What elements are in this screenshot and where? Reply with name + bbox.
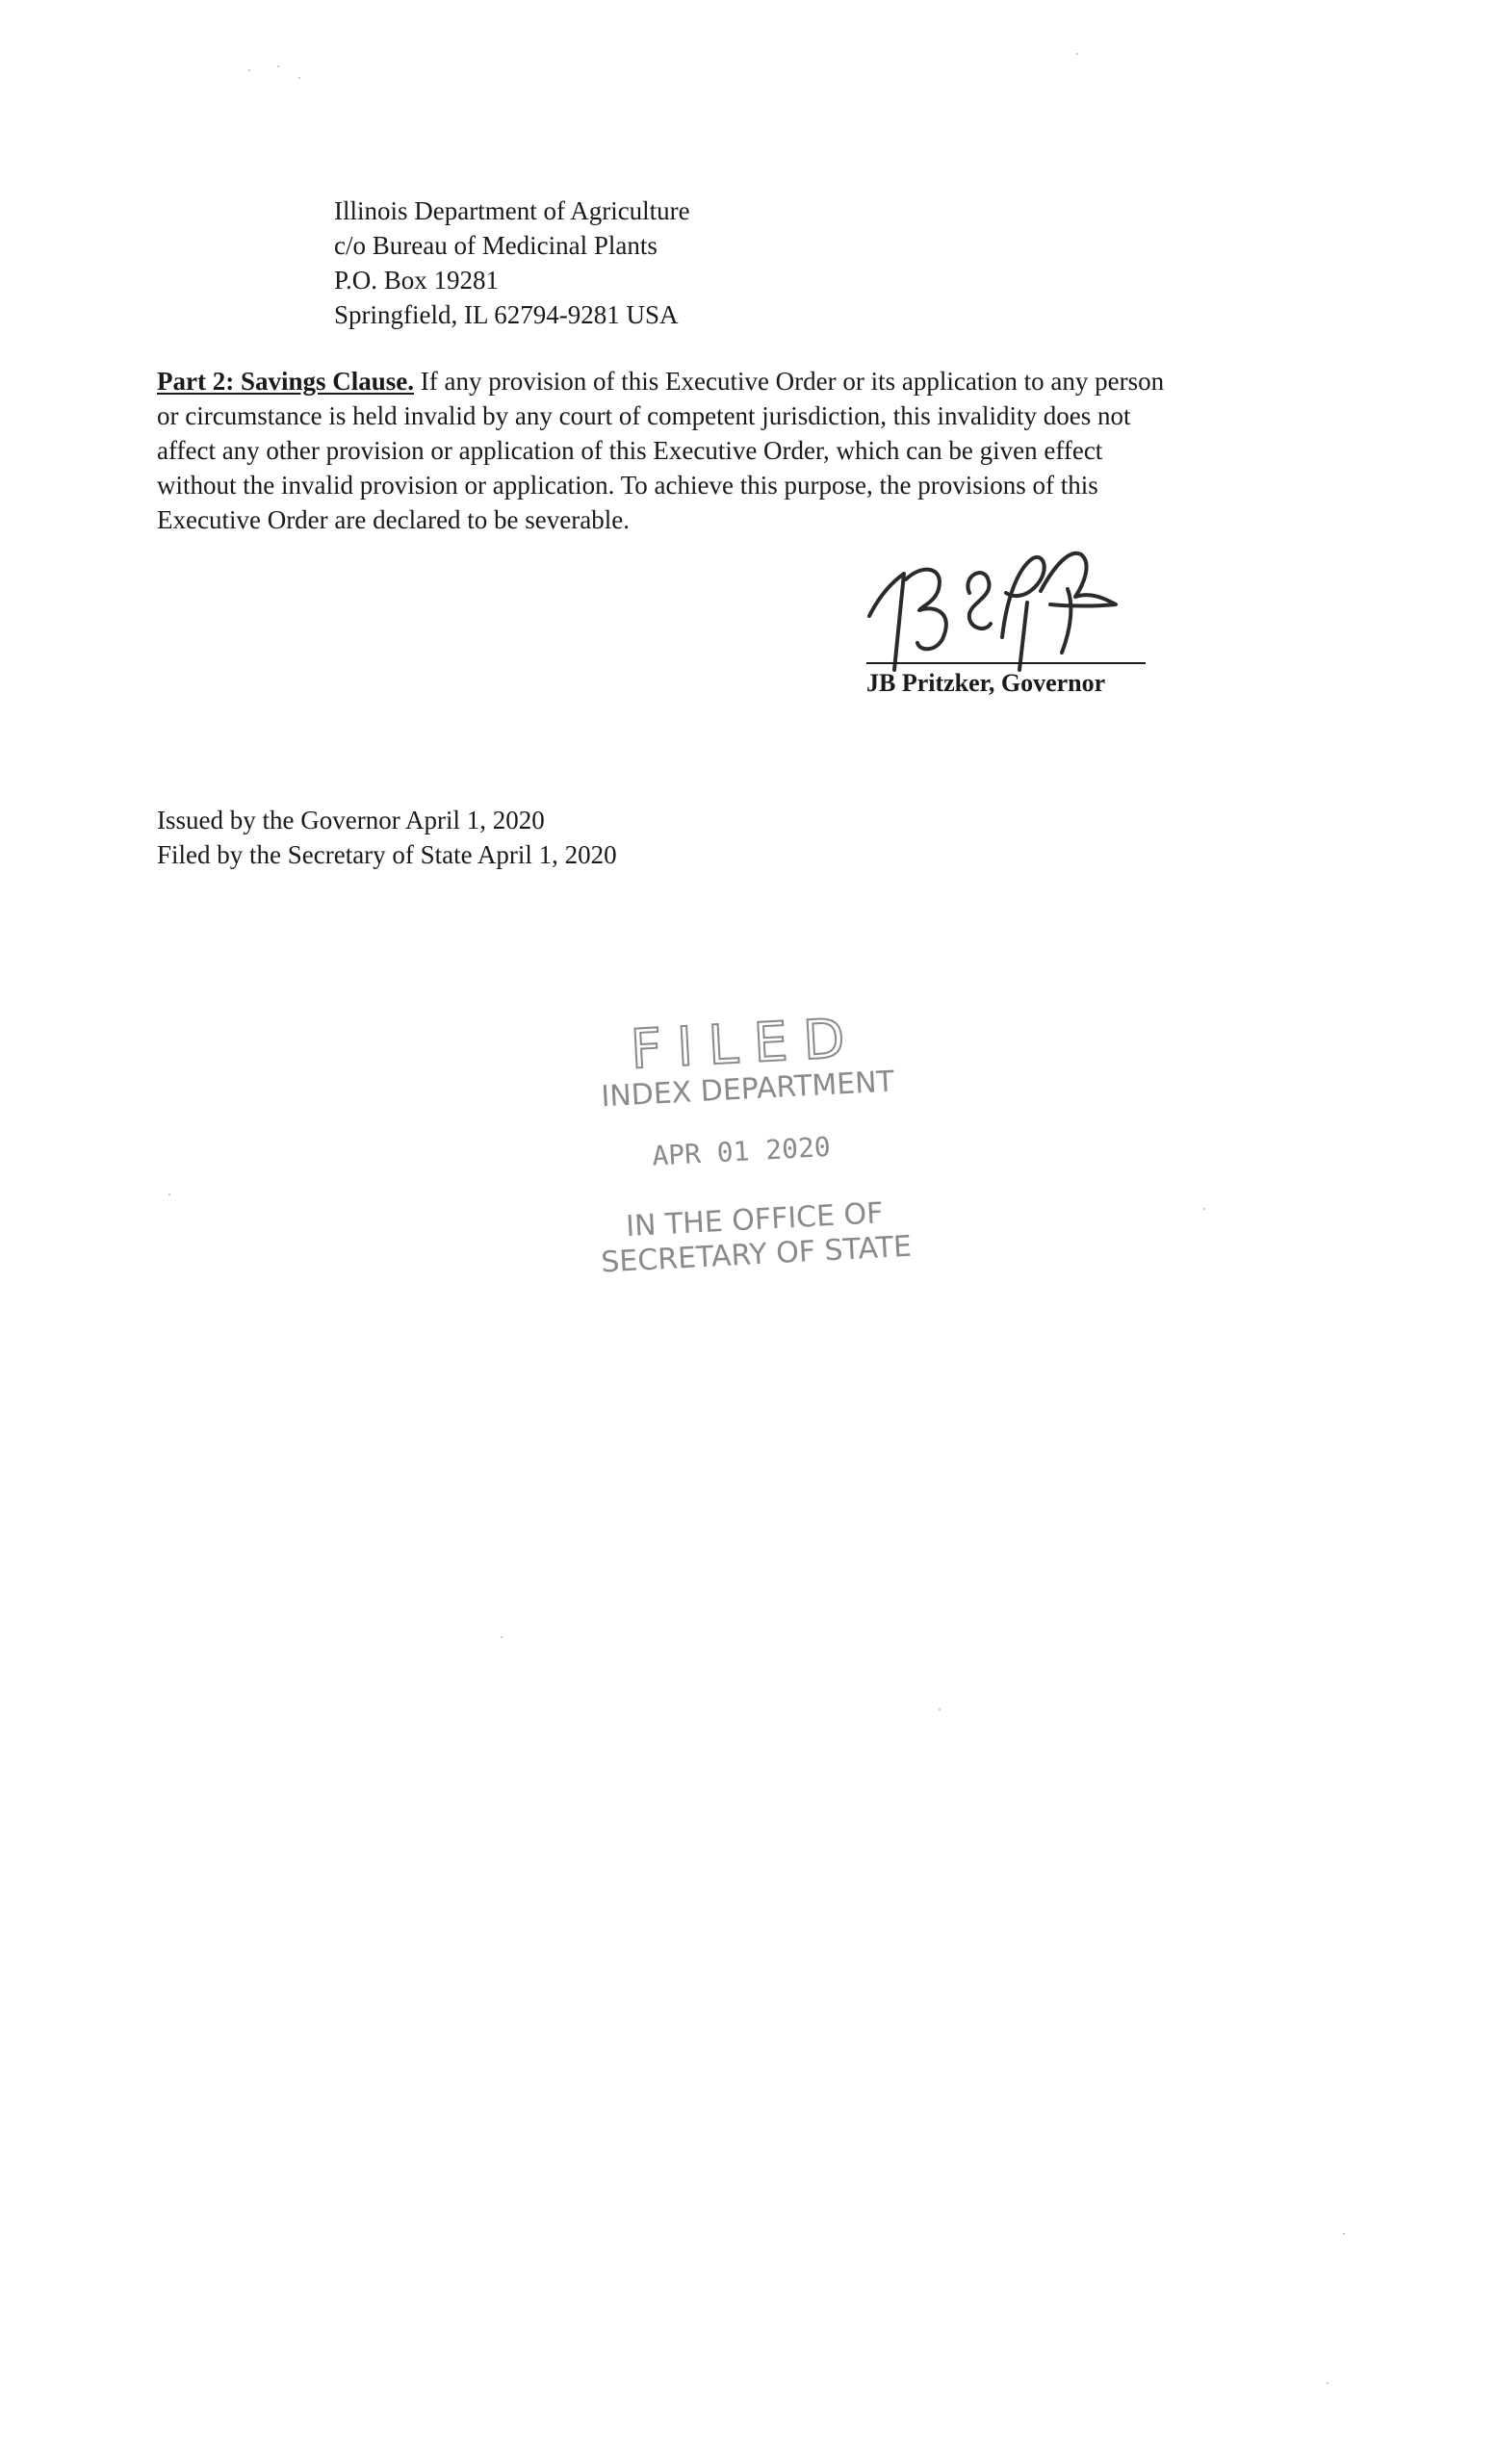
address-line: P.O. Box 19281	[334, 266, 500, 295]
scan-speck	[939, 1708, 941, 1710]
stamp-office-line2: SECRETARY OF STATE	[600, 1229, 913, 1280]
governor-signature	[862, 547, 1150, 672]
scan-speck	[501, 1636, 503, 1638]
scan-speck	[1343, 2233, 1345, 2235]
address-line: Springfield, IL 62794-9281 USA	[334, 300, 679, 329]
stamp-office-line1: IN THE OFFICE OF	[625, 1196, 885, 1245]
scan-speck	[248, 69, 250, 71]
stamp-department: INDEX DEPARTMENT	[600, 1065, 895, 1115]
clause-line	[157, 364, 1351, 398]
scan-speck	[168, 1194, 170, 1195]
clause-line: without the invalid provision or application. To achieve this purpose, the provisions of this	[157, 471, 1098, 500]
issuance-block	[157, 803, 617, 872]
signer-name: JB Pritzker, Governor	[866, 669, 1106, 697]
stamp-title: FILED	[629, 1007, 862, 1082]
stamp-date: APR 01 2020	[651, 1130, 832, 1172]
scan-speck	[1203, 1208, 1205, 1210]
scan-speck	[1327, 2382, 1328, 2384]
clause-line: Executive Order are declared to be severable.	[157, 505, 630, 534]
clause-text: If any provision of this Executive Order or its application to any person	[414, 367, 1165, 396]
savings-clause	[157, 364, 1351, 537]
scan-speck	[1076, 53, 1078, 55]
issued-by-governor: Issued by the Governor April 1, 2020	[157, 806, 545, 834]
signature-line	[866, 662, 1146, 664]
clause-heading: Part 2: Savings Clause.	[157, 367, 415, 396]
filed-stamp	[573, 1006, 939, 1295]
mailing-address	[334, 193, 690, 332]
address-line: c/o Bureau of Medicinal Plants	[334, 231, 658, 260]
scan-speck	[277, 65, 279, 67]
scan-speck	[298, 77, 300, 79]
address-line: Illinois Department of Agriculture	[334, 196, 690, 225]
filed-by-secretary: Filed by the Secretary of State April 1, 2020	[157, 840, 617, 869]
clause-line: affect any other provision or application of this Executive Order, which can be given effect	[157, 436, 1103, 465]
clause-line: or circumstance is held invalid by any court of competent jurisdiction, this invalidity does not	[157, 401, 1131, 430]
